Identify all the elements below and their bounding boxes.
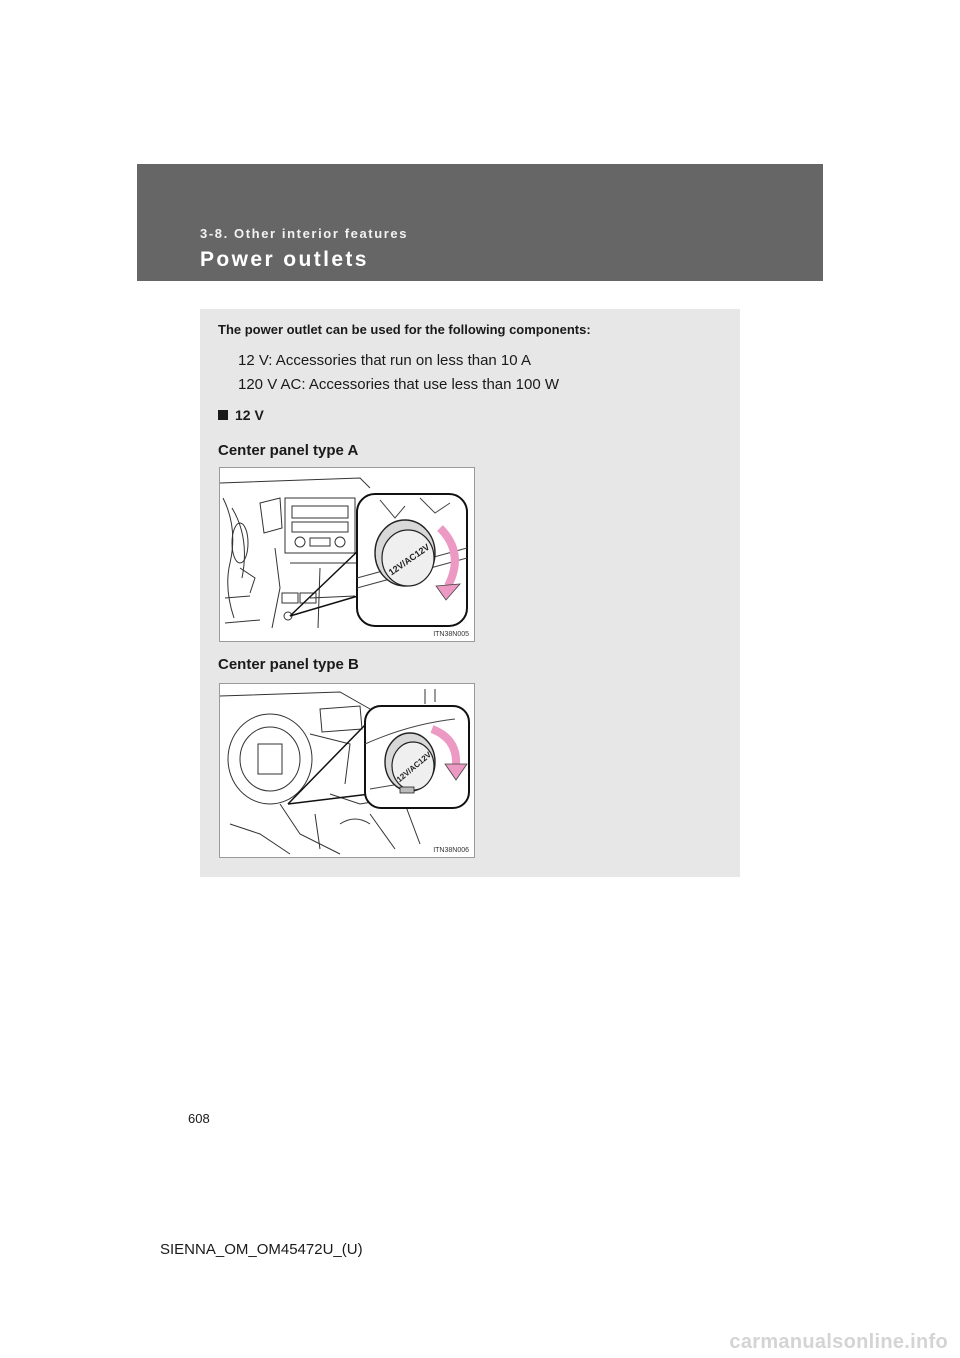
panel-label-b: Center panel type B	[218, 656, 359, 673]
page-number: 608	[188, 1111, 210, 1126]
figure-code-a: ITN38N005	[433, 631, 469, 638]
figure-center-panel-a	[219, 467, 475, 642]
panel-label-a: Center panel type A	[218, 442, 359, 459]
page-title: Power outlets	[200, 248, 369, 271]
spec-120v: 120 V AC: Accessories that use less than 100 W	[238, 376, 560, 393]
square-bullet-icon	[218, 410, 228, 420]
section-header	[137, 164, 823, 281]
content-box	[200, 309, 740, 877]
subheading-12v	[218, 407, 264, 423]
spec-12v: 12 V: Accessories that run on less than 10 A	[238, 352, 531, 369]
outlet-cap-text-a: 12V/AC12V	[386, 541, 432, 578]
dashboard-illustration-b	[220, 684, 475, 858]
watermark: carmanualsonline.info	[729, 1331, 948, 1353]
document-id: SIENNA_OM_OM45472U_(U)	[160, 1241, 363, 1258]
section-label: 3-8. Other interior features	[200, 226, 409, 241]
outlet-cap-text-b: 12V/AC12V	[394, 750, 434, 785]
subheading-text: 12 V	[235, 407, 264, 423]
dashboard-illustration-a	[220, 468, 475, 642]
figure-center-panel-b	[219, 683, 475, 858]
figure-code-b: ITN38N006	[433, 847, 469, 854]
intro-text: The power outlet can be used for the following components:	[218, 322, 591, 337]
